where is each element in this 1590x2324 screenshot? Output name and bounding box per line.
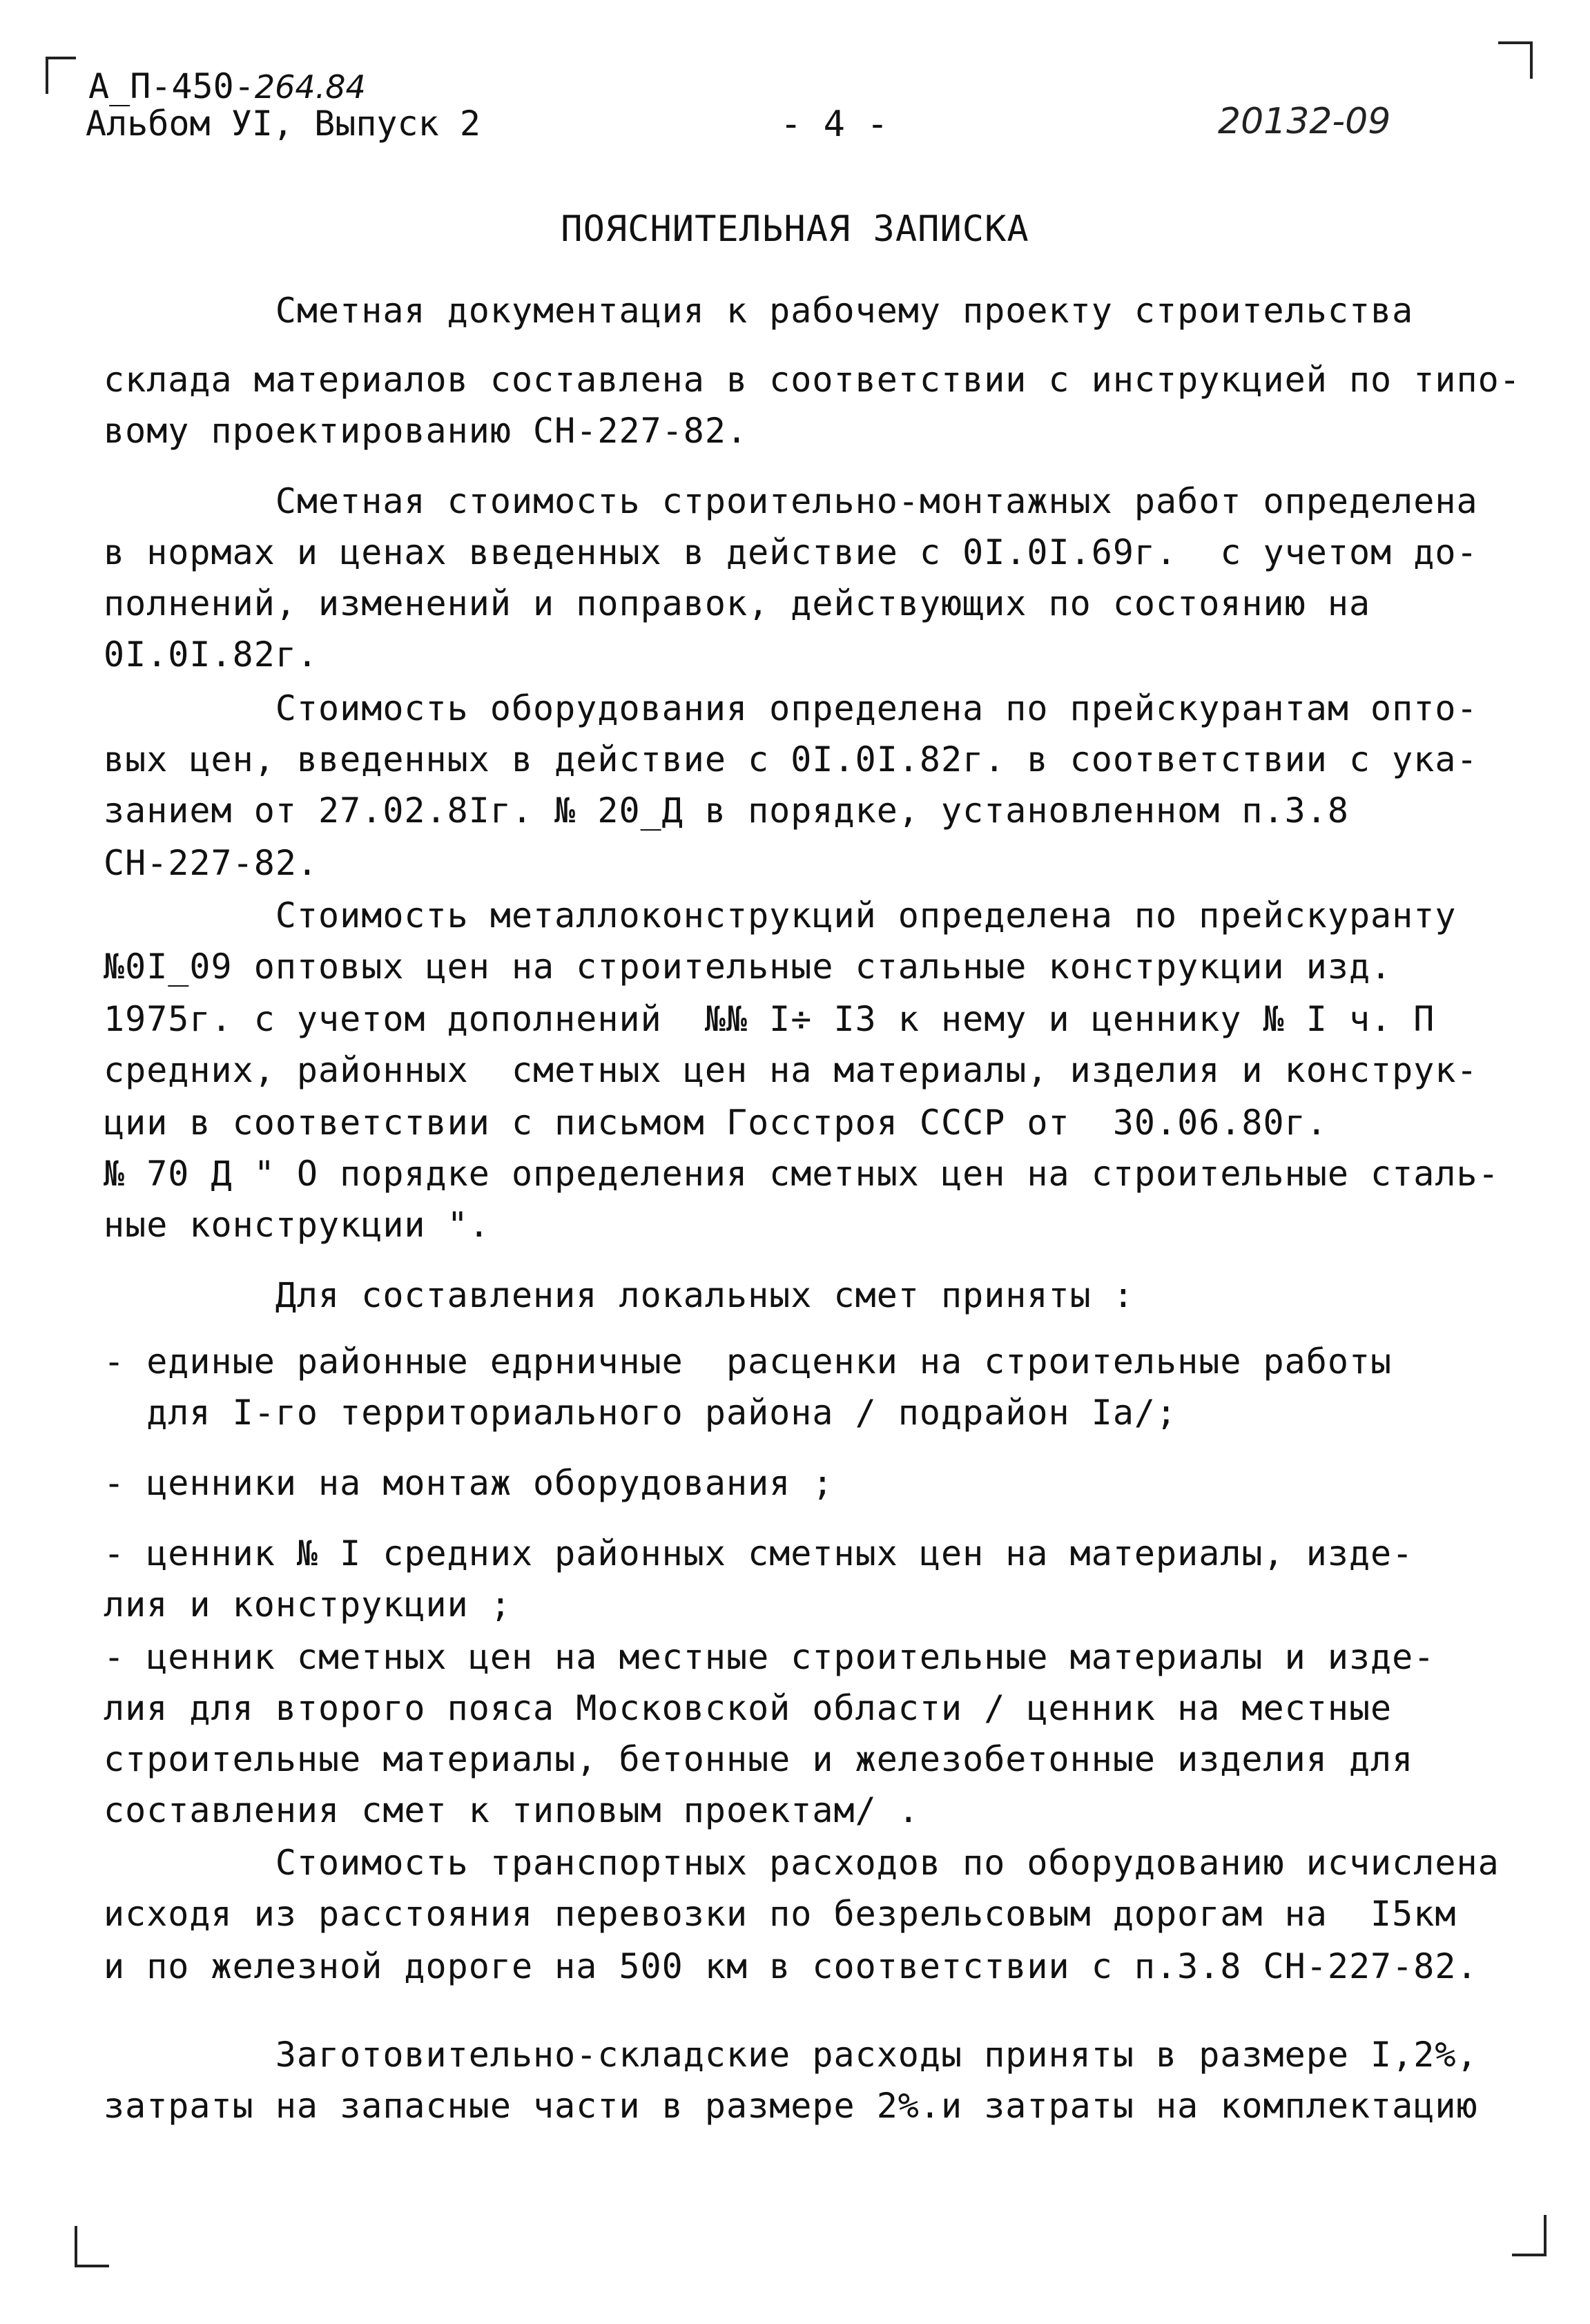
- corner-mark-top-left: [46, 57, 76, 94]
- page-number: - 4 -: [780, 104, 889, 145]
- document-code: [88, 66, 366, 106]
- list-item-continuation: лия и конструкции ;: [104, 1585, 512, 1625]
- page-title: ПОЯСНИТЕЛЬНАЯ ЗАПИСКА: [561, 209, 1029, 250]
- list-item: - ценник сметных цен на местные строительные материалы и изде-: [104, 1637, 1435, 1677]
- handwritten-doc-number: 20132-09: [1218, 101, 1391, 142]
- text-line: и по железной дороге на 500 км в соответствии с п.3.8 СН-227-82.: [104, 1946, 1478, 1986]
- text-line: затраты на запасные части в размере 2%.и затраты на комплектацию: [104, 2086, 1478, 2126]
- text-line: склада материалов составлена в соответствии с инструкцией по типо-: [104, 360, 1521, 400]
- text-line: вых цен, введенных в действие с 0I.0I.82г. в соответствии с ука-: [104, 739, 1478, 779]
- text-line: Стоимость оборудования определена по прейскурантам опто-: [104, 688, 1478, 728]
- list-item-continuation: составления смет к типовым проектам/ .: [104, 1790, 920, 1830]
- text-line: 1975г. с учетом дополнений №№ I÷ I3 к нему и ценнику № I ч. П: [104, 999, 1435, 1039]
- document-code-typed: А_П-450-: [88, 66, 255, 106]
- text-line: Стоимость транспортных расходов по оборудованию исчислена: [104, 1843, 1500, 1883]
- text-line: занием от 27.02.8Iг. № 20_Д в порядке, установленном п.3.8: [104, 791, 1349, 831]
- text-line: Для составления локальных смет приняты :: [104, 1275, 1134, 1315]
- text-line: Сметная стоимость строительно-монтажных работ определена: [104, 481, 1478, 521]
- text-line: средних, районных сметных цен на материалы, изделия и конструк-: [104, 1050, 1478, 1090]
- list-item-continuation: для I-го территориального района / подрайон Iа/;: [104, 1393, 1178, 1433]
- text-line: исходя из расстояния перевозки по безрельсовым дорогам на I5км: [104, 1894, 1457, 1934]
- text-line: вому проектированию СН-227-82.: [104, 411, 748, 451]
- text-line: полнений, изменений и поправок, действующих по состоянию на: [104, 583, 1371, 623]
- text-line: Заготовительно-складские расходы приняты в размере I,2%,: [104, 2035, 1478, 2075]
- list-item: - ценник № I средних районных сметных цен на материалы, изде-: [104, 1533, 1414, 1573]
- text-line: Сметная документация к рабочему проекту строительства: [104, 291, 1414, 331]
- list-item-continuation: строительные материалы, бетонные и железобетонные изделия для: [104, 1739, 1414, 1779]
- corner-mark-bottom-right: [1512, 2215, 1547, 2256]
- document-code-handwritten: 264.84: [254, 68, 366, 106]
- text-line: ции в соответствии с письмом Госстроя СССР от 30.06.80г.: [104, 1103, 1328, 1143]
- corner-mark-top-right: [1498, 41, 1533, 79]
- text-line: № 70 Д " О порядке определения сметных цен на строительные сталь-: [104, 1154, 1500, 1194]
- text-line: ные конструкции ".: [104, 1205, 490, 1245]
- text-line: в нормах и ценах введенных в действие с 0I.0I.69г. с учетом до-: [104, 532, 1478, 572]
- corner-mark-bottom-left: [75, 2226, 109, 2267]
- list-item-continuation: лия для второго пояса Московской области / ценник на местные: [104, 1688, 1393, 1728]
- text-line: №0I_09 оптовых цен на строительные стальные конструкции изд.: [104, 947, 1393, 987]
- list-item: - ценники на монтаж оборудования ;: [104, 1463, 834, 1503]
- album-label: Альбом УI, Выпуск 2: [86, 104, 481, 144]
- text-line: СН-227-82.: [104, 843, 319, 883]
- text-line: 0I.0I.82г.: [104, 635, 319, 675]
- list-item: - единые районные едрничные расценки на строительные работы: [104, 1342, 1393, 1382]
- text-line: Стоимость металлоконструкций определена по прейскуранту: [104, 895, 1457, 936]
